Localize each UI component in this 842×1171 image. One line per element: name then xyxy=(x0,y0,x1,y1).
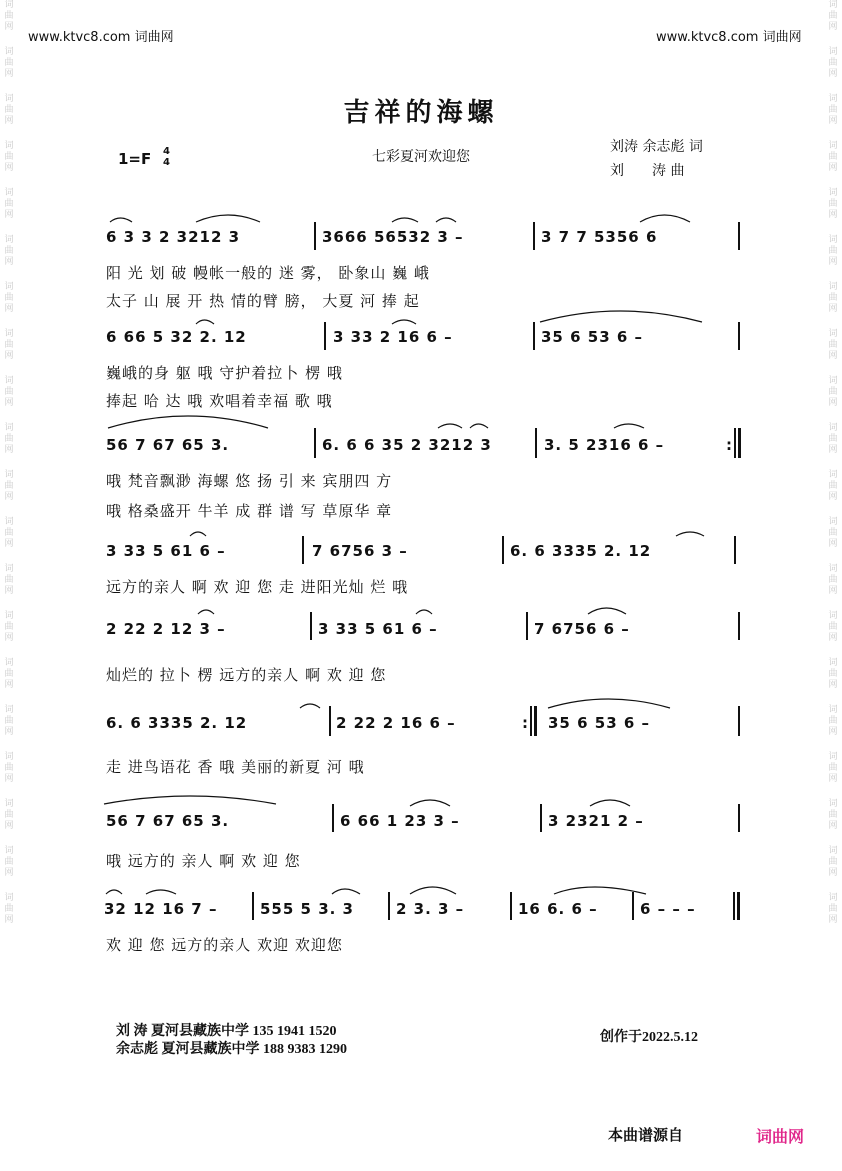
barline xyxy=(252,892,254,920)
time-signature-top: 4 xyxy=(163,146,170,157)
barline xyxy=(388,892,390,920)
edge-watermark-text: 词 曲 网 xyxy=(4,611,14,643)
edge-watermark-text: 词 曲 网 xyxy=(828,611,838,643)
edge-watermark-text: 词 曲 网 xyxy=(828,0,838,32)
lyric-line: 捧起 哈 达 哦 欢唱着幸福 歌 哦 xyxy=(106,392,333,410)
repeat-sign: : xyxy=(522,714,529,732)
lyric-line: 远方的亲人 啊 欢 迎 您 走 进阳光灿 烂 哦 xyxy=(106,578,409,596)
notes-measure: 6 66 5 32 2. 12 xyxy=(106,328,247,346)
notes-measure: 2 22 2 12 3 – xyxy=(106,620,226,638)
notes-measure: 35 6 53 6 – xyxy=(548,714,651,732)
author-contact-2: 余志彪 夏河县藏族中学 188 9383 1290 xyxy=(116,1042,347,1057)
lyric-line: 巍峨的身 躯 哦 守护着拉卜 楞 哦 xyxy=(106,364,343,382)
notes-measure: 16 6. 6 – xyxy=(518,900,598,918)
notes-measure: 3666 56532 3 – xyxy=(322,228,464,246)
lyric-line: 欢 迎 您 远方的亲人 欢迎 欢迎您 xyxy=(106,936,343,954)
barline xyxy=(534,706,537,736)
repeat-sign: : xyxy=(726,436,733,454)
lyric-line: 哦 梵音飘渺 海螺 悠 扬 引 来 宾朋四 方 xyxy=(106,472,393,490)
notes-measure: 6. 6 6 35 2 3212 3 xyxy=(322,436,492,454)
barline xyxy=(540,804,542,832)
source-label: 本曲谱源自 xyxy=(608,1126,684,1144)
edge-watermark-text: 词 曲 网 xyxy=(828,329,838,361)
edge-watermark-text: 词 曲 网 xyxy=(828,752,838,784)
edge-watermark-text: 词 曲 网 xyxy=(4,0,14,32)
notes-measure: 6 3 3 2 3212 3 xyxy=(106,228,241,246)
notes-measure: 6. 6 3335 2. 12 xyxy=(106,714,248,732)
site-watermark-left[interactable]: www.ktvc8.com 词曲网 xyxy=(28,30,174,45)
edge-watermark-text: 词 曲 网 xyxy=(828,141,838,173)
barline xyxy=(733,892,735,920)
barline xyxy=(526,612,528,640)
notes-measure: 3 2321 2 – xyxy=(548,812,644,830)
edge-watermark-text: 词 曲 网 xyxy=(4,94,14,126)
edge-watermark-text: 词 曲 网 xyxy=(4,376,14,408)
edge-watermark-text: 词 曲 网 xyxy=(828,564,838,596)
edge-watermark-text: 词 曲 网 xyxy=(4,329,14,361)
lyric-line: 走 进鸟语花 香 哦 美丽的新夏 河 哦 xyxy=(106,758,365,776)
composer-credit: 刘 涛 曲 xyxy=(610,163,685,179)
author-contact-1: 刘 涛 夏河县藏族中学 135 1941 1520 xyxy=(116,1024,337,1039)
barline xyxy=(738,322,740,350)
barline xyxy=(302,536,304,564)
edge-watermark-text: 词 曲 网 xyxy=(4,282,14,314)
edge-watermark-text: 词 曲 网 xyxy=(4,141,14,173)
edge-watermark-text: 词 曲 网 xyxy=(828,282,838,314)
edge-watermark-text: 词 曲 网 xyxy=(4,564,14,596)
barline xyxy=(734,536,736,564)
edge-watermark-text: 词 曲 网 xyxy=(4,188,14,220)
creation-date: 创作于2022.5.12 xyxy=(600,1030,698,1045)
notes-measure: 35 6 53 6 – xyxy=(541,328,644,346)
barline xyxy=(738,222,740,250)
lyric-line: 太子 山 展 开 热 情的臂 膀， 大夏 河 捧 起 xyxy=(106,292,420,310)
barline xyxy=(329,706,331,736)
barline xyxy=(502,536,504,564)
source-logo[interactable]: 词曲网 xyxy=(756,1127,805,1146)
edge-watermark-text: 词 曲 网 xyxy=(4,799,14,831)
lyric-line: 阳 光 划 破 幔帐一般的 迷 雾， 卧象山 巍 峨 xyxy=(106,264,430,282)
edge-watermark-text: 词 曲 网 xyxy=(4,47,14,79)
notes-measure: 2 3. 3 – xyxy=(396,900,465,918)
barline xyxy=(510,892,512,920)
edge-watermark-text: 词 曲 网 xyxy=(828,517,838,549)
edge-watermark-text: 词 曲 网 xyxy=(828,188,838,220)
edge-watermark-text: 词 曲 网 xyxy=(828,235,838,267)
notes-measure: 7 6756 6 – xyxy=(534,620,630,638)
edge-watermark-text: 词 曲 网 xyxy=(828,376,838,408)
song-title: 吉祥的海螺 xyxy=(343,98,499,128)
barline xyxy=(314,222,316,250)
notes-measure: 7 6756 3 – xyxy=(312,542,408,560)
notes-measure: 3 7 7 5356 6 xyxy=(541,228,658,246)
barline xyxy=(530,706,532,736)
edge-watermark-text: 词 曲 网 xyxy=(4,470,14,502)
notes-measure: 32 12 16 7 – xyxy=(104,900,218,918)
left-edge-watermark xyxy=(2,0,16,1171)
barline xyxy=(738,804,740,832)
site-watermark-right[interactable]: www.ktvc8.com 词曲网 xyxy=(656,30,802,45)
barline xyxy=(738,612,740,640)
edge-watermark-text: 词 曲 网 xyxy=(828,658,838,690)
edge-watermark-text: 词 曲 网 xyxy=(828,893,838,925)
lyric-line: 哦 格桑盛开 牛羊 成 群 谱 写 草原华 章 xyxy=(106,502,393,520)
barline xyxy=(314,428,316,458)
barline xyxy=(533,322,535,350)
edge-watermark-text: 词 曲 网 xyxy=(828,846,838,878)
barline xyxy=(324,322,326,350)
time-signature xyxy=(163,146,170,168)
barline xyxy=(734,428,736,458)
notes-measure: 56 7 67 65 3. xyxy=(106,436,230,454)
edge-watermark-text: 词 曲 网 xyxy=(4,658,14,690)
notes-measure: 6. 6 3335 2. 12 xyxy=(510,542,652,560)
edge-watermark-text: 词 曲 网 xyxy=(4,235,14,267)
barline xyxy=(332,804,334,832)
edge-watermark-text: 词 曲 网 xyxy=(4,752,14,784)
key-signature: 1=F xyxy=(118,150,152,168)
subtitle: 七彩夏河欢迎您 xyxy=(372,149,470,165)
edge-watermark-text: 词 曲 网 xyxy=(4,423,14,455)
edge-watermark-text: 词 曲 网 xyxy=(4,705,14,737)
lyric-line: 灿烂的 拉卜 楞 远方的亲人 啊 欢 迎 您 xyxy=(106,666,387,684)
edge-watermark-text: 词 曲 网 xyxy=(828,47,838,79)
edge-watermark-text: 词 曲 网 xyxy=(828,705,838,737)
edge-watermark-text: 词 曲 网 xyxy=(4,517,14,549)
lyricist-credit: 刘涛 余志彪 词 xyxy=(610,139,703,155)
edge-watermark-text: 词 曲 网 xyxy=(828,799,838,831)
barline xyxy=(632,892,634,920)
barline xyxy=(738,428,741,458)
notes-measure: 555 5 3. 3 xyxy=(260,900,354,918)
barline xyxy=(535,428,537,458)
edge-watermark-text: 词 曲 网 xyxy=(828,94,838,126)
final-barline xyxy=(737,892,740,920)
barline xyxy=(533,222,535,250)
notes-measure: 56 7 67 65 3. xyxy=(106,812,230,830)
edge-watermark-text: 词 曲 网 xyxy=(4,846,14,878)
barline xyxy=(310,612,312,640)
notes-measure: 6 – – – xyxy=(640,900,696,918)
barline xyxy=(738,706,740,736)
time-signature-bottom: 4 xyxy=(163,157,170,168)
edge-watermark-text: 词 曲 网 xyxy=(828,470,838,502)
notes-measure: 2 22 2 16 6 – xyxy=(336,714,456,732)
edge-watermark-text: 词 曲 网 xyxy=(828,423,838,455)
notes-measure: 3. 5 2316 6 – xyxy=(544,436,665,454)
notes-measure: 3 33 5 61 6 – xyxy=(106,542,226,560)
right-edge-watermark xyxy=(826,0,840,1171)
lyric-line: 哦 远方的 亲人 啊 欢 迎 您 xyxy=(106,852,301,870)
edge-watermark-text: 词 曲 网 xyxy=(4,893,14,925)
notes-measure: 3 33 5 61 6 – xyxy=(318,620,438,638)
notes-measure: 6 66 1 23 3 – xyxy=(340,812,460,830)
notes-measure: 3 33 2 16 6 – xyxy=(333,328,453,346)
